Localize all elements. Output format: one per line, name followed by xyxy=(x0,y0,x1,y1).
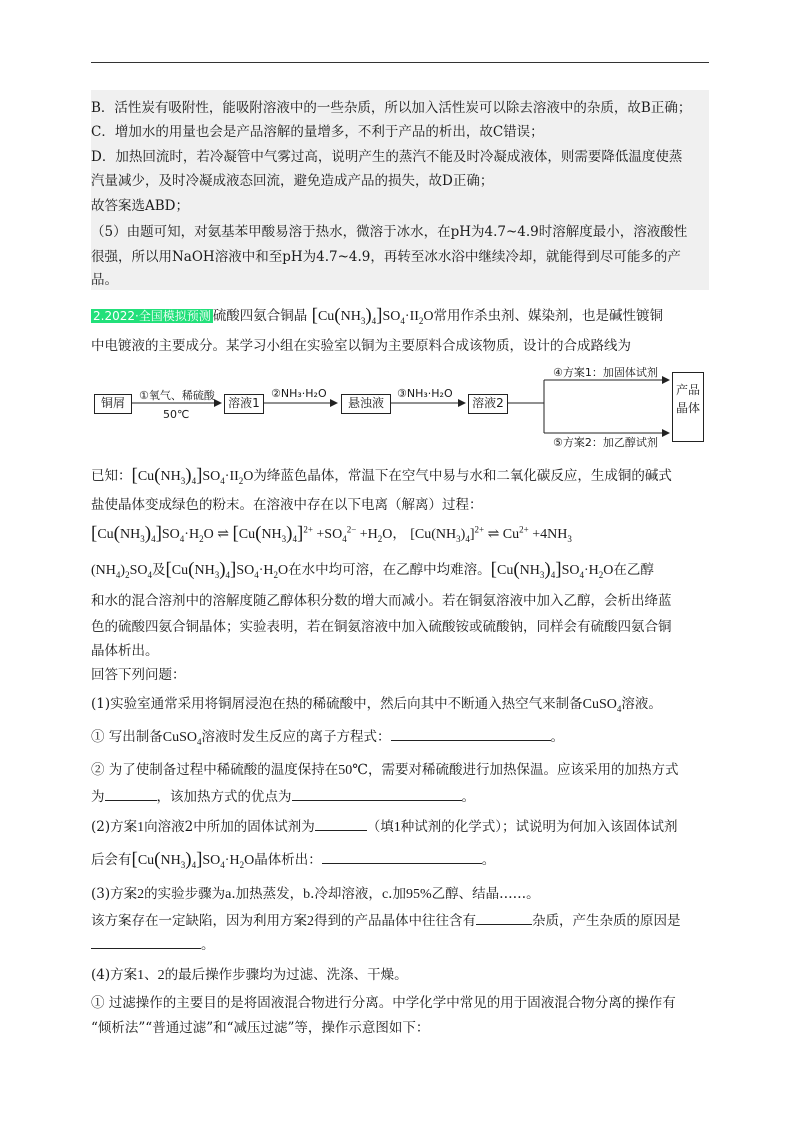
known-line-4: $(NH_4)_2SO_4$及$[Cu(NH_3)_4]SO_4\cdot H_2O$在水中均可溶，在乙醇中均难溶。$[Cu(NH_3)_4]SO_4\cdot H_2O$在乙醇 xyxy=(91,559,654,580)
formula-ammonium-sulfate: $(NH_4)_2SO_4$ xyxy=(91,563,152,580)
answer-c: C．增加水的用量也会是产品溶解的量增多，不利于产品的析出，故C错误； xyxy=(91,124,544,140)
answer-blank[interactable] xyxy=(476,910,532,925)
equilibrium-equations: $[Cu(NH_3)_4]SO_4\cdot H_2O$ ⇌ $[Cu(NH_3)_4]^{2+} +SO_4^{2-} +H_2O$， $[Cu(NH_3)_4]^{2+}$ ⇌ $Cu^{2+} +4NH_3$ xyxy=(91,523,572,544)
question-4: (4)方案1、2的最后操作步骤均为过滤、洗涤、干燥。 xyxy=(91,967,408,983)
question-1-a: ① 写出制备CuSO$_4$溶液时发生反应的离子方程式： 。 xyxy=(91,726,709,748)
question-intro-2: 中电镀液的主要成分。某学习小组在实验室以铜为主要原料合成该物质，设计的合成路线为 xyxy=(91,338,631,354)
box-copper: 铜屑 xyxy=(94,394,132,414)
formula-cuso4: CuSO$_4$ xyxy=(162,730,202,747)
formula-product: $[Cu(NH_3)_4]SO_4\cdot II_2O$ xyxy=(311,305,434,326)
question-1-b: ② 为了使制备过程中稀硫酸的温度保持在50℃，需要对稀硫酸进行加热保温。应该采用的加热方式 xyxy=(91,762,679,778)
answer-d-1: D．加热回流时，若冷凝管中气雾过高，说明产生的蒸汽不能及时冷凝成液体，则需要降低温度使蒸 xyxy=(91,149,683,165)
answer-blank[interactable] xyxy=(322,849,482,864)
answer-final: 故答案选ABD； xyxy=(91,198,189,214)
header-rule xyxy=(91,62,709,63)
known-line-7: 晶体析出。 xyxy=(91,643,159,659)
label-plan1: ④方案1：加固体试剂 xyxy=(553,366,658,379)
answer-5-1: （5）由题可知，对氨基苯甲酸易溶于热水，微溶于冰水，在pH为4.7~4.9时溶解度最小，溶液酸性 xyxy=(91,224,688,240)
answer-blank[interactable] xyxy=(292,786,462,801)
formula-cuso4: CuSO$_4$ xyxy=(582,697,622,714)
formula-product: $[Cu(NH_3)_4]SO_4\cdot II_2O$ xyxy=(131,465,254,486)
label-step2: ②NH₃·H₂O xyxy=(271,387,327,400)
answer-blank[interactable] xyxy=(91,934,201,949)
formula-product: $[Cu(NH_3)_4]SO_4\cdot H_2O$ xyxy=(490,559,614,580)
ask-line: 回答下列问题： xyxy=(91,667,186,683)
known-line-5: 和水的混合溶剂中的溶解度随乙醇体积分数的增大而减小。若在铜氨溶液中加入乙醇，会析出绛蓝 xyxy=(91,593,672,609)
synthesis-flow-diagram xyxy=(91,360,711,455)
answer-blank[interactable] xyxy=(391,726,551,741)
equation-1: $[Cu(NH_3)_4]SO_4\cdot H_2O$ ⇌ $[Cu(NH_3)_4]^{2+} +SO_4^{2-} +H_2O$ xyxy=(91,523,393,544)
formula-product: $[Cu(NH_3)_4]SO_4\cdot H_2O$ xyxy=(165,559,289,580)
answer-b: B．活性炭有吸附性，能吸附溶液中的一些杂质，所以加入活性炭可以除去溶液中的杂质，故B正确； xyxy=(91,100,692,116)
answer-5-3: 品。 xyxy=(91,272,118,288)
answer-blank[interactable] xyxy=(105,786,157,801)
question-4-a: ① 过滤操作的主要目的是将固液混合物进行分离。中学化学中常见的用于固液混合物分离的操作有 xyxy=(91,995,676,1011)
equation-2: $[Cu(NH_3)_4]^{2+}$ ⇌ $Cu^{2+} +4NH_3$ xyxy=(410,524,572,544)
formula-product: $[Cu(NH_3)_4]SO_4\cdot H_2O$ xyxy=(131,849,255,870)
question-2-b: 后会有$[Cu(NH_3)_4]SO_4\cdot H_2O$晶体析出： 。 xyxy=(91,849,496,870)
label-step3: ③NH₃·H₂O xyxy=(397,387,453,400)
box-solution-1: 溶液1 xyxy=(224,394,264,414)
known-line-2: 盐使晶体变成绿色的粉末。在溶液中存在以下电离（解离）过程： xyxy=(91,497,483,513)
label-step1: ①氧气、稀硫酸 xyxy=(139,389,215,402)
question-1-b-2: 为 ，该加热方式的优点为 。 xyxy=(91,786,709,807)
question-1: (1)实验室通常采用将铜屑浸泡在热的稀硫酸中，然后向其中不断通入热空气来制备CuSO$_4$溶液。 xyxy=(91,696,662,714)
box-suspension: 悬浊液 xyxy=(341,394,391,414)
known-line-6: 色的硫酸四氨合铜晶体；实验表明，若在铜氨溶液中加入硫酸铵或硫酸钠，同样会有硫酸四氨合铜 xyxy=(91,619,672,635)
box-solution-2: 溶液2 xyxy=(468,394,508,414)
answer-blank[interactable] xyxy=(315,816,367,831)
box-product: 产品晶体 xyxy=(672,372,704,442)
known-line-1: 已知：$[Cu(NH_3)_4]SO_4\cdot II_2O$为绛蓝色晶体，常温下在空气中易与水和二氧化碳反应，生成铜的碱式 xyxy=(91,465,672,486)
question-4-b: “倾析法”“普通过滤”和“减压过滤”等，操作示意图如下： xyxy=(91,1020,430,1036)
question-3-c: 。 xyxy=(91,934,709,955)
question-3-b: 该方案存在一定缺陷，因为利用方案2得到的产品晶体中往往含有 杂质，产生杂质的原因是 xyxy=(91,910,709,932)
question-3: (3)方案2的实验步骤为a.加热蒸发，b.冷却溶液，c.加95%乙醇、结晶……。 xyxy=(91,886,540,902)
question-2: (2)方案1向溶液2中所加的固体试剂为 （填1种试剂的化学式）；试说明为何加入该固体试剂 xyxy=(91,816,709,838)
source-tag: 2.2022·全国模拟预测 xyxy=(93,309,211,323)
label-temp: 50℃ xyxy=(163,408,190,421)
label-plan2: ⑤方案2：加乙醇试剂 xyxy=(553,436,658,449)
answer-d-2: 汽量减少，及时冷凝成液态回流，避免造成产品的损失，故D正确； xyxy=(91,173,494,189)
question-intro-1: 2.2022·全国模拟预测 硫酸四氨合铜晶 $[Cu(NH_3)_4]SO_4\cdot II_2O$常用作杀虫剂、媒染剂，也是碱性镀铜 xyxy=(93,305,664,326)
answer-5-2: 很强，所以用NaOH溶液中和至pH为4.7~4.9，再转至冰水浴中继续冷却，就能得到尽可能多的产 xyxy=(91,249,681,265)
